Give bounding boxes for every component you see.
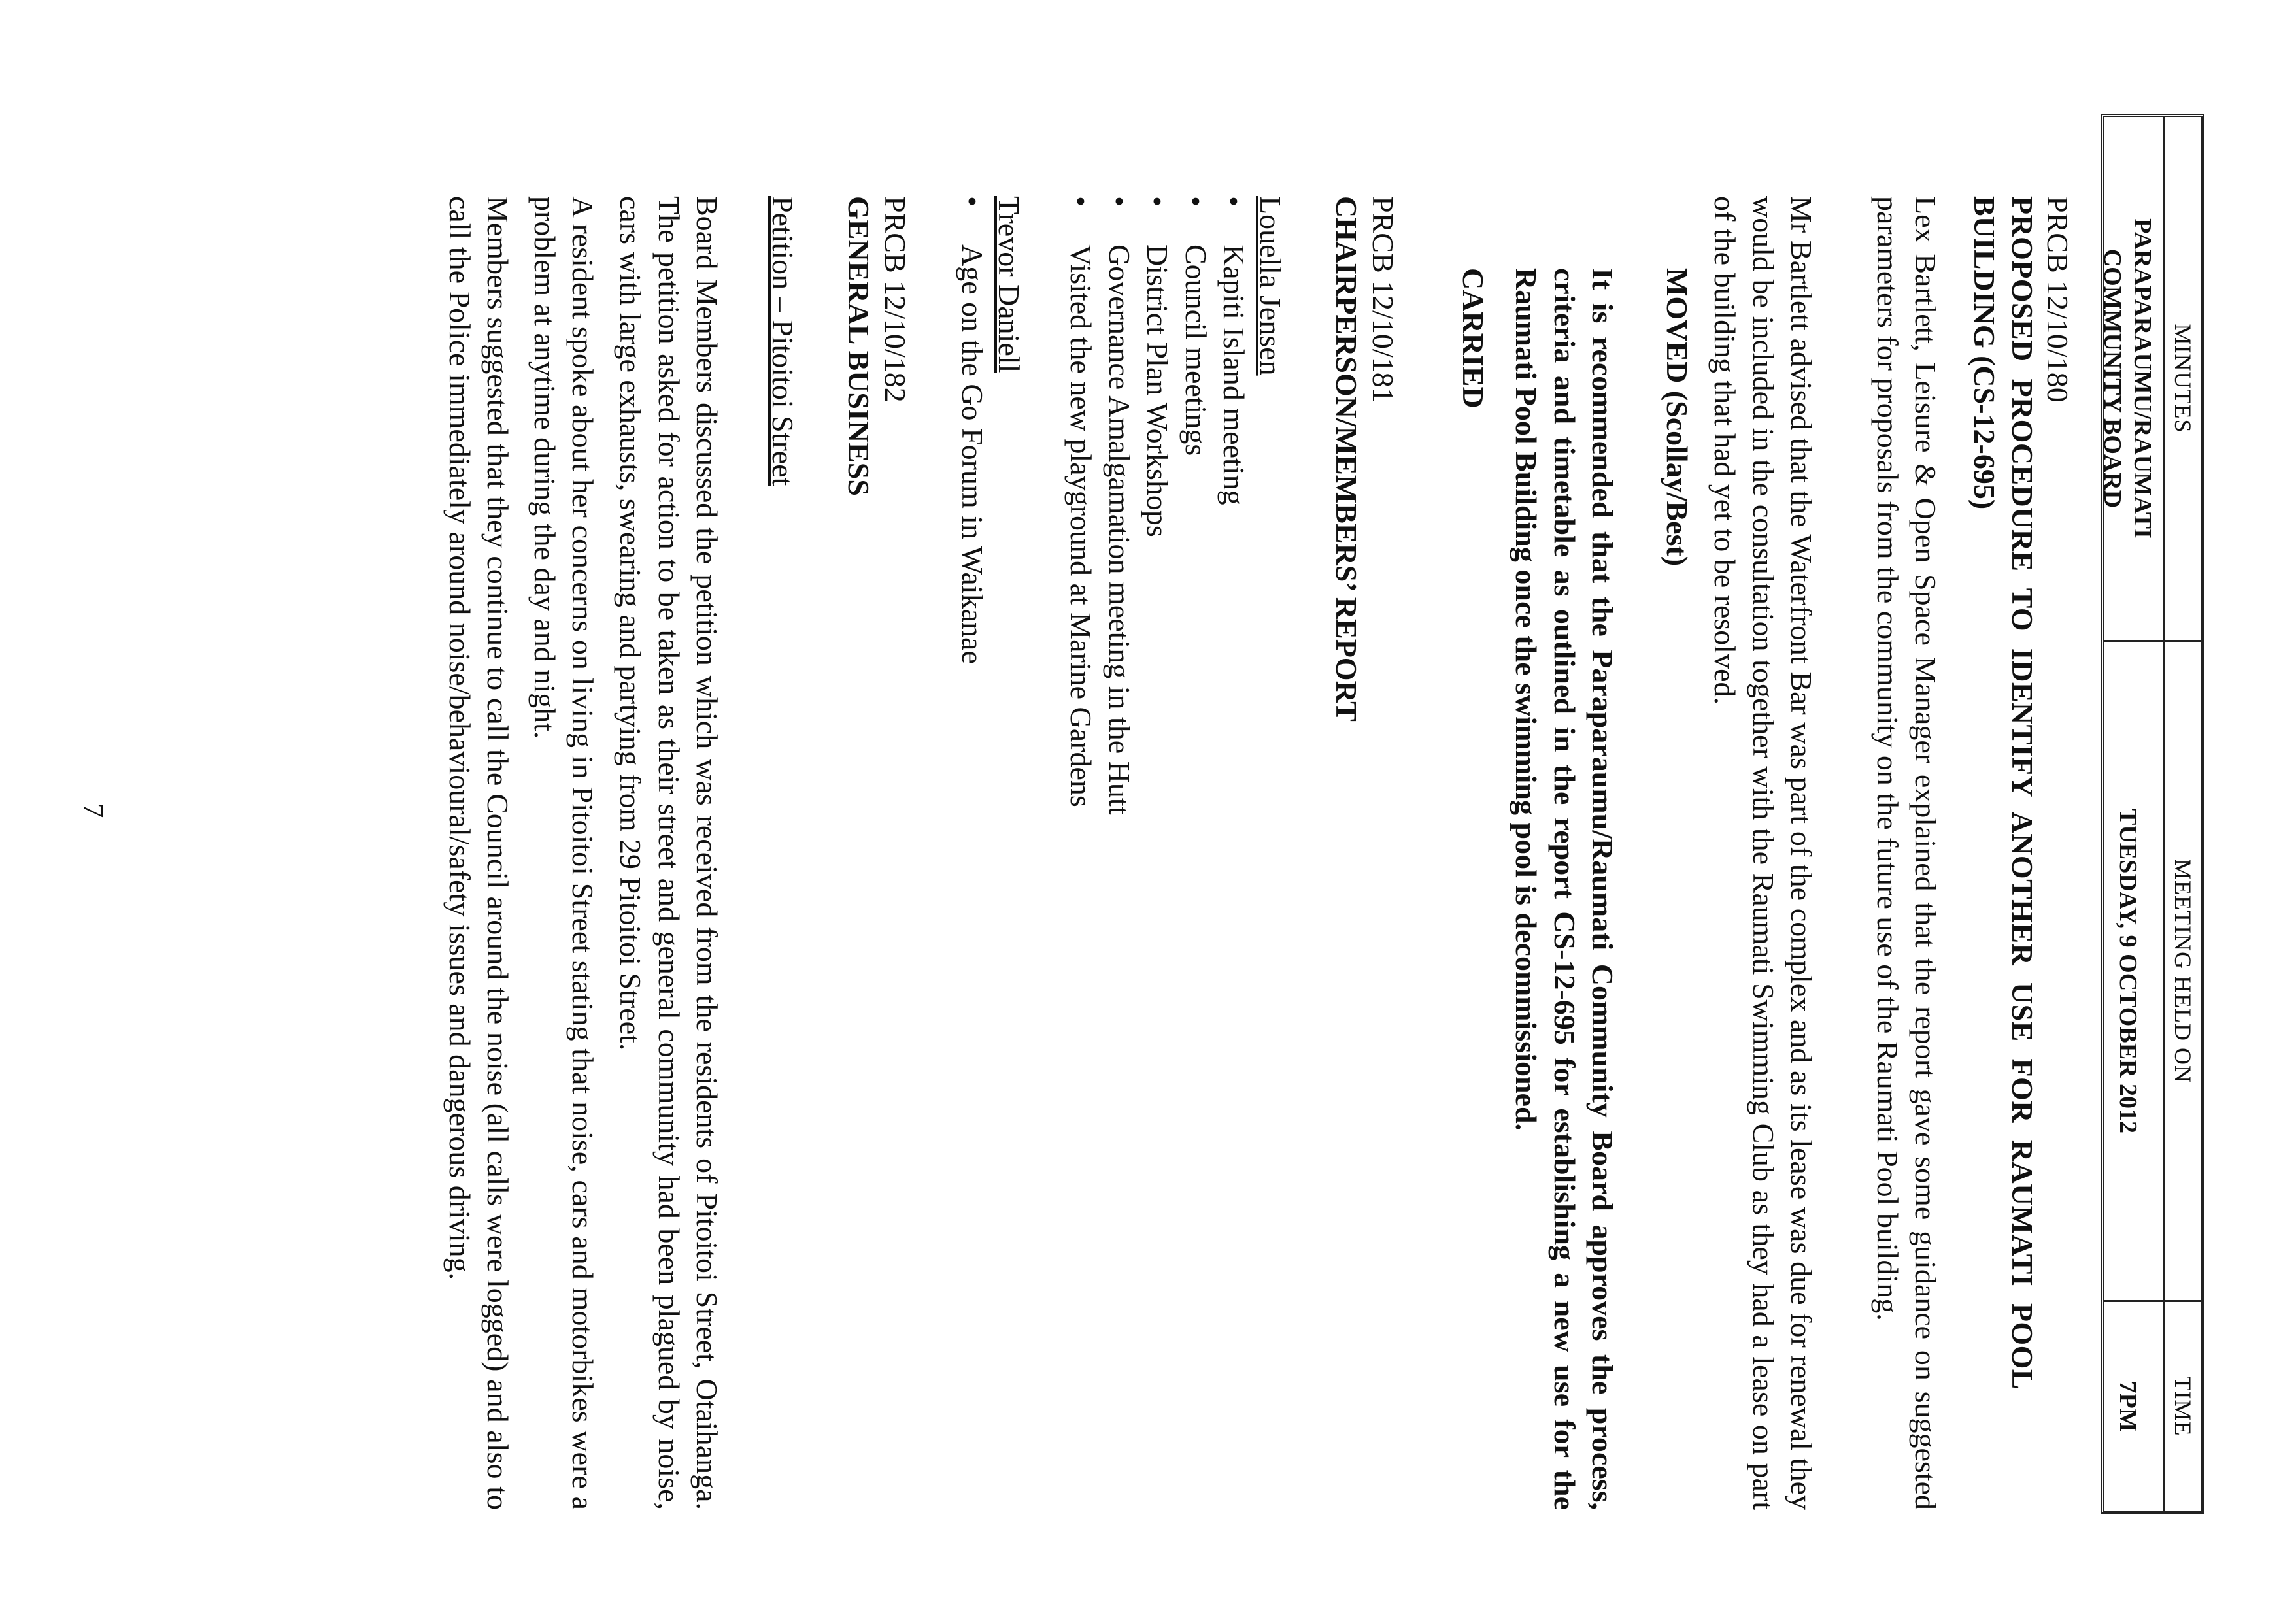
list-item: • District Plan Workshops <box>1138 196 1176 1503</box>
bullet-icon: • <box>1064 196 1098 207</box>
header-meeting-label: MEETING HELD ON <box>2163 642 2201 1300</box>
list-item: • Age on the Go Forum in Waikanae <box>953 196 991 1503</box>
item-180-title-line2: BUILDING (CS-12-695) <box>1968 196 2001 510</box>
item-182-paragraph-1: Board Members discussed the petition which was received from the residents of Pitoitoi Street, Otaihanga. The petition asked for action to be taken as their street and general community had been plagued by noise, cars with large exhausts, swearing and partying from 29 Pitoitoi Street. <box>614 196 724 1510</box>
minutes-header-table <box>2101 114 2204 1514</box>
item-182-paragraph-3: Members suggested that they continue to call the Council around the noise (all calls were logged) and also to call the Police immediately around noise/behavioural/safety issues and dangerous driving. <box>443 196 515 1510</box>
member-louella-jensen: Louella Jensen <box>1254 196 1287 376</box>
item-180-paragraph-1: Lex Bartlett, Leisure & Open Space Manager explained that the report gave some guidance on suggested parameters for proposals from the community on the future use of the Raumati Pool building. <box>1870 196 1942 1510</box>
item-181-title: CHAIRPERSON/MEMBERS’ REPORT <box>1330 196 1363 722</box>
bullet-icon: • <box>1217 196 1251 207</box>
member1-activity-list <box>1062 196 1253 1503</box>
member2-activity-list <box>953 196 991 1503</box>
list-item: • Council meetings <box>1176 196 1214 1503</box>
bullet-icon: • <box>1141 196 1175 207</box>
bullet-icon: • <box>1179 196 1213 207</box>
petition-subheading: Petition – Pitoitoi Street <box>766 196 800 486</box>
item-182-title: GENERAL BUSINESS <box>842 196 875 496</box>
list-item: • Governance Amalgamation meeting in the Hutt <box>1100 196 1138 1503</box>
item-180-paragraph-2: Mr Bartlett advised that the Waterfront Bar was part of the complex and as its lease was due for renewal they would be included in the consultation together with the Raumati Swimming Club as they had a lease on part of the building that had yet to be resolved. <box>1708 196 1818 1510</box>
board-name-line2: COMMUNITY BOARD <box>2099 248 2126 509</box>
page-number: 7 <box>77 803 110 818</box>
header-time-label: TIME <box>2163 1302 2201 1511</box>
header-time-cell <box>2104 1300 2201 1511</box>
board-name <box>2097 117 2163 640</box>
moved-line: MOVED (Scollay/Best) <box>1661 268 1694 567</box>
meeting-time: 7PM <box>2114 1380 2142 1432</box>
board-name-line1: PARAPARAUMU/RAUMATI <box>2129 218 2156 539</box>
item-180-title-line1: PROPOSED PROCEDURE TO IDENTIFY ANOTHER USE FOR RAUMATI POOL <box>2006 196 2039 1390</box>
item-181-ref: PRCB 12/10/181 <box>1366 196 1400 403</box>
list-item: • Kapiti Island meeting <box>1215 196 1253 1503</box>
meeting-date: TUESDAY, 9 OCTOBER 2012 <box>2114 809 2142 1133</box>
carried-line: CARRIED <box>1457 268 1490 409</box>
list-item: • Visited the new playground at Marine Gardens <box>1062 196 1100 1503</box>
header-minutes-label: MINUTES <box>2163 117 2201 640</box>
item-182-paragraph-2: A resident spoke about her concerns on living in Pitoitoi Street stating that noise, cars and motorbikes were a problem at anytime during the day and night. <box>528 196 599 1510</box>
header-meeting-cell <box>2104 640 2201 1300</box>
member-trevor-daniell: Trevor Daniell <box>992 196 1026 373</box>
item-180-ref: PRCB 12/10/180 <box>2041 196 2074 403</box>
resolution-text: It is recommended that the Paraparaumu/Raumati Community Board approves the process, criteria and timetable as outlined in the report CS-12-695 for establishing a new use for the Raumati Pool Building once the swimming pool is decommissioned. <box>1510 268 1619 1510</box>
header-minutes-cell <box>2099 117 2201 640</box>
bullet-icon: • <box>956 196 989 207</box>
item-182-ref: PRCB 12/10/182 <box>879 196 912 403</box>
bullet-icon: • <box>1102 196 1136 207</box>
